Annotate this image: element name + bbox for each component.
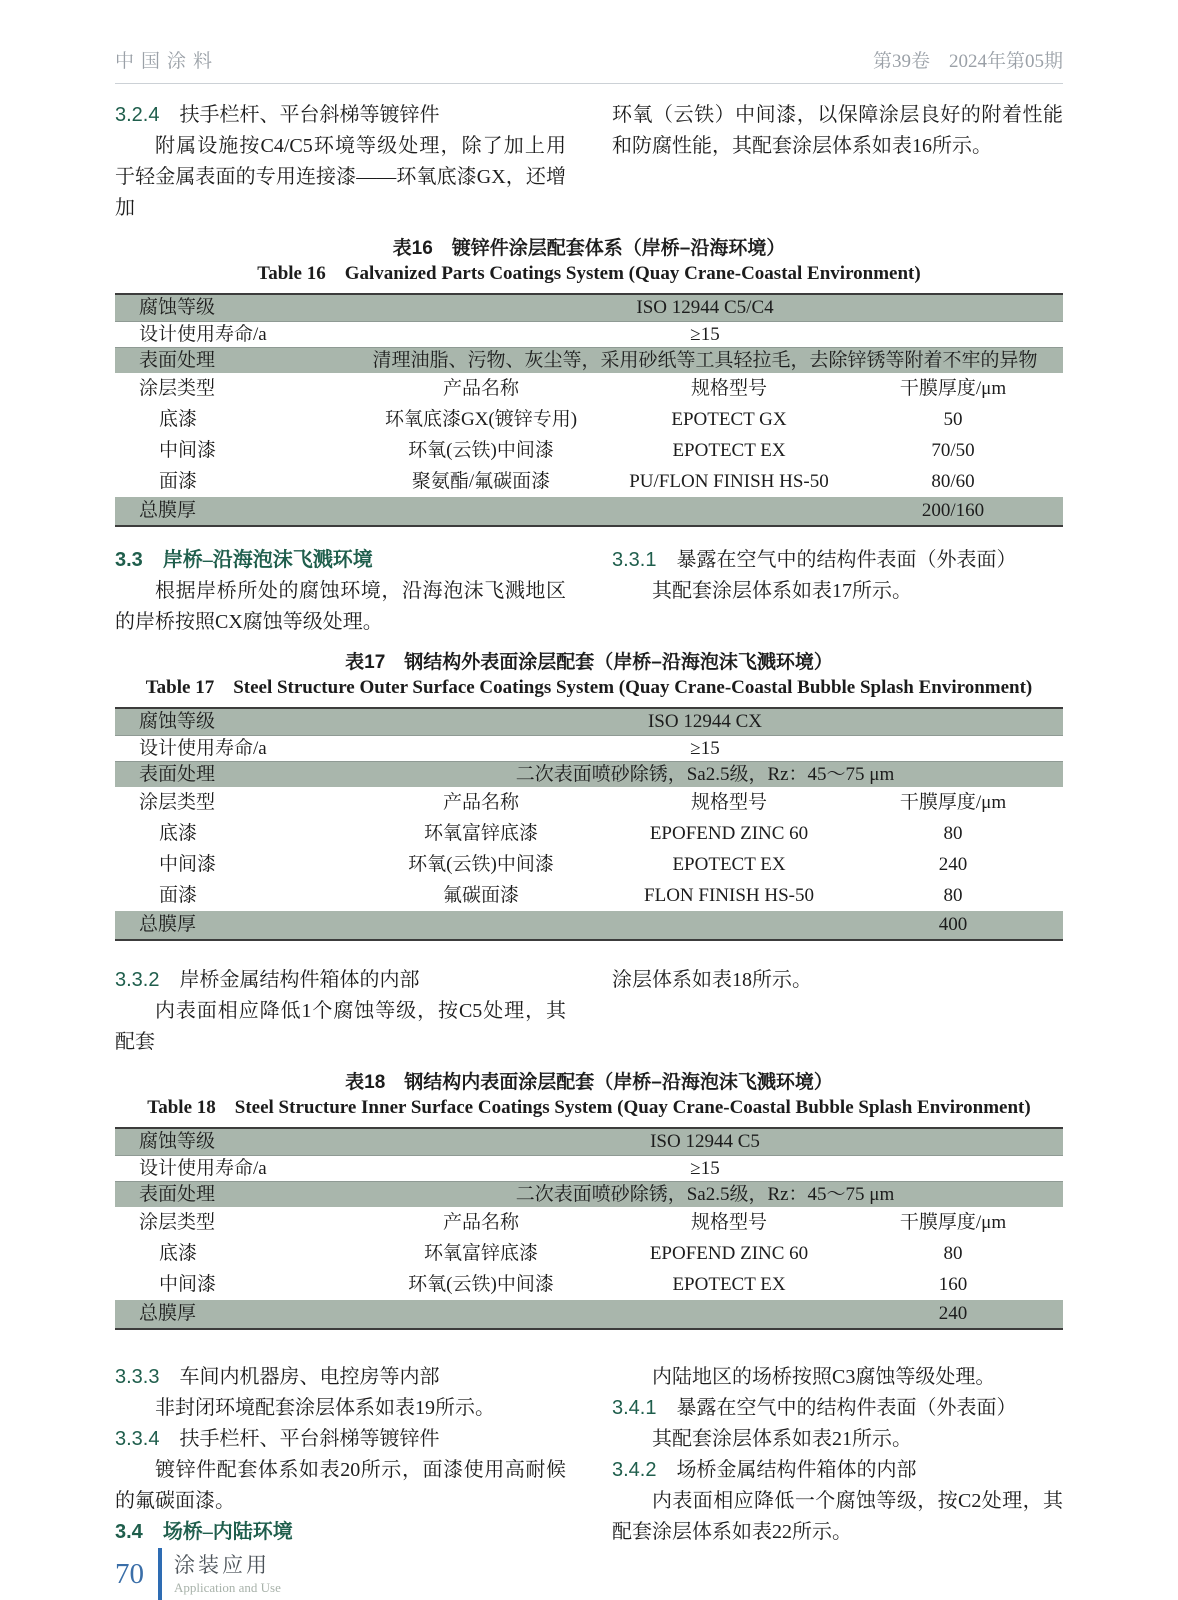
paragraph: 内表面相应降低1个腐蚀等级，按C5处理，其配套 — [115, 1000, 566, 1053]
cell: 80 — [943, 1242, 963, 1264]
row-label: 设计使用寿命/a — [139, 323, 267, 345]
column-header: 涂层类型 — [139, 791, 216, 813]
cell: 160 — [938, 1273, 968, 1295]
section-number: 3.2.4 — [115, 104, 160, 126]
cell: EPOTECT EX — [672, 853, 786, 875]
issue-info: 第39卷 2024年第05期 — [872, 51, 1063, 72]
row-value: ISO 12944 C5 — [650, 1131, 760, 1152]
heading-33 — [115, 545, 566, 576]
row-value: ≥15 — [690, 323, 720, 345]
cell: EPOTECT GX — [671, 408, 787, 430]
row-label: 腐蚀等级 — [139, 297, 216, 318]
footer-column-en: Application and Use — [174, 1580, 281, 1595]
cell: 中间漆 — [159, 1273, 217, 1295]
table-caption-cn: 表16 镀锌件涂层配套体系（岸桥–沿海环境） — [392, 238, 786, 259]
row-label: 表面处理 — [139, 349, 216, 371]
column-header: 干膜厚度/μm — [899, 791, 1007, 813]
paragraph: 非封闭环境配套涂层体系如表19所示。 — [155, 1397, 495, 1419]
cell: 80 — [943, 822, 963, 844]
section-title: 扶手栏杆、平台斜梯等镀锌件 — [179, 104, 440, 126]
row-label: 腐蚀等级 — [139, 711, 216, 732]
column-header: 涂层类型 — [139, 1211, 216, 1233]
section-324 — [115, 100, 1063, 224]
section-title: 扶手栏杆、平台斜梯等镀锌件 — [179, 1428, 440, 1450]
section-number: 3.4.1 — [612, 1397, 657, 1419]
heading-341 — [612, 1393, 1063, 1424]
left-column — [115, 1362, 566, 1548]
table-caption-en: Table 16 Galvanized Parts Coatings System (Quay Crane-Coastal Environment) — [257, 263, 921, 284]
cell: 80 — [943, 884, 963, 906]
cell: 底漆 — [159, 408, 198, 430]
column-header: 产品名称 — [442, 791, 519, 813]
table-row — [115, 1269, 1063, 1300]
table-row — [115, 1238, 1063, 1269]
table-row — [115, 735, 1063, 761]
section-title: 岸桥–沿海泡沫飞溅环境 — [162, 549, 373, 571]
cell: FLON FINISH HS-50 — [644, 884, 814, 906]
heading-342 — [612, 1455, 1063, 1486]
total-label: 总膜厚 — [139, 914, 197, 935]
paragraph: 镀锌件配套体系如表20所示，面漆使用高耐候的氟碳面漆。 — [115, 1459, 566, 1512]
paragraph: 环氧（云铁）中间漆，以保障涂层良好的附着性能和防腐性能，其配套涂层体系如表16所示。 — [612, 104, 1063, 157]
table-17 — [115, 707, 1063, 941]
table-row — [115, 761, 1063, 787]
left-column — [115, 545, 566, 638]
section-number: 3.3.2 — [115, 969, 160, 991]
cell: 240 — [938, 853, 968, 875]
cell: EPOTECT EX — [672, 1273, 786, 1295]
paragraph: 内陆地区的场桥按照C3腐蚀等级处理。 — [652, 1366, 996, 1388]
section-title: 车间内机器房、电控房等内部 — [179, 1366, 440, 1388]
heading-324 — [115, 100, 566, 131]
section-332 — [115, 965, 1063, 1058]
right-column — [612, 545, 1063, 638]
table-row — [115, 818, 1063, 849]
heading-331 — [612, 545, 1063, 576]
cell: 50 — [943, 408, 963, 430]
cell: EPOFEND ZINC 60 — [649, 822, 809, 844]
paragraph: 涂层体系如表18所示。 — [612, 969, 812, 991]
row-label: 腐蚀等级 — [139, 1131, 216, 1152]
total-label: 总膜厚 — [139, 1303, 197, 1324]
section-title: 场桥–内陆环境 — [162, 1521, 293, 1543]
table-caption-cn: 表18 钢结构内表面涂层配套（岸桥–沿海泡沫飞溅环境） — [345, 1072, 833, 1093]
cell: 面漆 — [159, 884, 198, 906]
column-header: 产品名称 — [442, 377, 519, 399]
row-value: 二次表面喷砂除锈，Sa2.5级，Rz：45～75 μm — [515, 763, 895, 785]
table-total-row — [115, 911, 1063, 939]
table-caption-cn: 表17 钢结构外表面涂层配套（岸桥–沿海泡沫飞溅环境） — [345, 652, 833, 673]
section-number: 3.3 — [115, 549, 143, 571]
row-value: 清理油脂、污物、灰尘等，采用砂纸等工具轻拉毛，去除锌锈等附着不牢的异物 — [372, 349, 1038, 371]
heading-332 — [115, 965, 566, 996]
column-header: 涂层类型 — [139, 377, 216, 399]
cell: 环氧富锌底漆 — [423, 822, 538, 844]
cell: 环氧富锌底漆 — [423, 1242, 538, 1264]
section-title: 岸桥金属结构件箱体的内部 — [179, 969, 420, 991]
table-header-row — [115, 1207, 1063, 1238]
table-total-row — [115, 497, 1063, 525]
section-title: 暴露在空气中的结构件表面（外表面） — [676, 1397, 1017, 1419]
cell: 底漆 — [159, 1242, 198, 1264]
section-number: 3.4.2 — [612, 1459, 657, 1481]
paragraph: 根据岸桥所处的腐蚀环境，沿海泡沫飞溅地区的岸桥按照CX腐蚀等级处理。 — [115, 580, 566, 633]
row-label: 设计使用寿命/a — [139, 737, 267, 759]
right-column — [612, 100, 1063, 224]
right-column — [612, 1362, 1063, 1548]
row-value: ISO 12944 CX — [647, 711, 762, 732]
heading-333 — [115, 1362, 566, 1393]
cell: 环氧(云铁)中间漆 — [408, 1273, 554, 1295]
table-row — [115, 295, 1063, 321]
paragraph: 附属设施按C4/C5环境等级处理，除了加上用于轻金属表面的专用连接漆——环氧底漆GX，还增加 — [115, 135, 566, 219]
table-row — [115, 709, 1063, 735]
cell: 氟碳面漆 — [442, 884, 519, 906]
table-row — [115, 466, 1063, 497]
section-number: 3.3.4 — [115, 1428, 160, 1450]
total-value: 400 — [938, 914, 968, 935]
paragraph: 内表面相应降低一个腐蚀等级，按C2处理，其配套涂层体系如表22所示。 — [612, 1490, 1063, 1543]
footer-column-cn: 涂装应用 — [174, 1554, 270, 1577]
footer-divider-bar — [158, 1548, 162, 1600]
table-row — [115, 1181, 1063, 1207]
table-row — [115, 880, 1063, 911]
table-18-captions — [115, 1070, 1063, 1120]
column-header: 规格型号 — [690, 791, 767, 813]
heading-34 — [115, 1517, 566, 1548]
cell: 环氧(云铁)中间漆 — [408, 439, 554, 461]
section-title: 暴露在空气中的结构件表面（外表面） — [676, 549, 1017, 571]
table-row — [115, 1129, 1063, 1155]
cell: 中间漆 — [159, 853, 217, 875]
table-total-row — [115, 1300, 1063, 1328]
total-value: 240 — [938, 1303, 968, 1324]
page-number: 70 — [115, 1558, 144, 1590]
cell: 聚氨酯/氟碳面漆 — [411, 470, 551, 492]
cell: 底漆 — [159, 822, 198, 844]
table-row — [115, 435, 1063, 466]
row-value: ISO 12944 C5/C4 — [636, 297, 774, 318]
journal-name: 中国涂料 — [115, 51, 220, 72]
row-label: 表面处理 — [139, 1183, 216, 1205]
table-header-row — [115, 373, 1063, 404]
running-head — [115, 50, 1063, 84]
section-number: 3.4 — [115, 1521, 143, 1543]
paragraph: 其配套涂层体系如表21所示。 — [652, 1428, 912, 1450]
row-label: 表面处理 — [139, 763, 216, 785]
row-label: 设计使用寿命/a — [139, 1157, 267, 1179]
right-column — [612, 965, 1063, 1058]
left-column — [115, 100, 566, 224]
column-header: 干膜厚度/μm — [899, 377, 1007, 399]
cell: EPOTECT EX — [672, 439, 786, 461]
table-16 — [115, 293, 1063, 527]
cell: 70/50 — [931, 439, 975, 461]
row-value: ≥15 — [690, 1157, 720, 1179]
cell: 面漆 — [159, 470, 198, 492]
column-header: 产品名称 — [442, 1211, 519, 1233]
cell: 环氧(云铁)中间漆 — [408, 853, 554, 875]
page-footer — [115, 1548, 1063, 1600]
cell: 80/60 — [931, 470, 975, 492]
section-bottom — [115, 1362, 1063, 1548]
row-value: ≥15 — [690, 737, 720, 759]
row-value: 二次表面喷砂除锈，Sa2.5级，Rz：45～75 μm — [515, 1183, 895, 1205]
section-title: 场桥金属结构件箱体的内部 — [676, 1459, 917, 1481]
section-33 — [115, 545, 1063, 638]
left-column — [115, 965, 566, 1058]
section-number: 3.3.1 — [612, 549, 657, 571]
table-16-captions — [115, 236, 1063, 286]
paragraph: 其配套涂层体系如表17所示。 — [652, 580, 912, 602]
total-value: 200/160 — [921, 500, 985, 521]
cell: PU/FLON FINISH HS-50 — [629, 470, 829, 492]
cell: EPOFEND ZINC 60 — [649, 1242, 809, 1264]
table-row — [115, 321, 1063, 347]
table-row — [115, 1155, 1063, 1181]
table-17-captions — [115, 650, 1063, 700]
section-number: 3.3.3 — [115, 1366, 160, 1388]
column-header: 规格型号 — [690, 1211, 767, 1233]
footer-column-info — [174, 1552, 281, 1596]
column-header: 规格型号 — [690, 377, 767, 399]
table-caption-en: Table 17 Steel Structure Outer Surface Coatings System (Quay Crane-Coastal Bubble Splash Environment) — [145, 677, 1033, 698]
table-row — [115, 347, 1063, 373]
cell: 中间漆 — [159, 439, 217, 461]
column-header: 干膜厚度/μm — [899, 1211, 1007, 1233]
table-18 — [115, 1127, 1063, 1330]
table-header-row — [115, 787, 1063, 818]
heading-334 — [115, 1424, 566, 1455]
table-caption-en: Table 18 Steel Structure Inner Surface Coatings System (Quay Crane-Coastal Bubble Splash Environment) — [147, 1097, 1031, 1118]
total-label: 总膜厚 — [139, 500, 197, 521]
cell: 环氧底漆GX(镀锌专用) — [384, 408, 578, 430]
table-row — [115, 849, 1063, 880]
table-row — [115, 404, 1063, 435]
